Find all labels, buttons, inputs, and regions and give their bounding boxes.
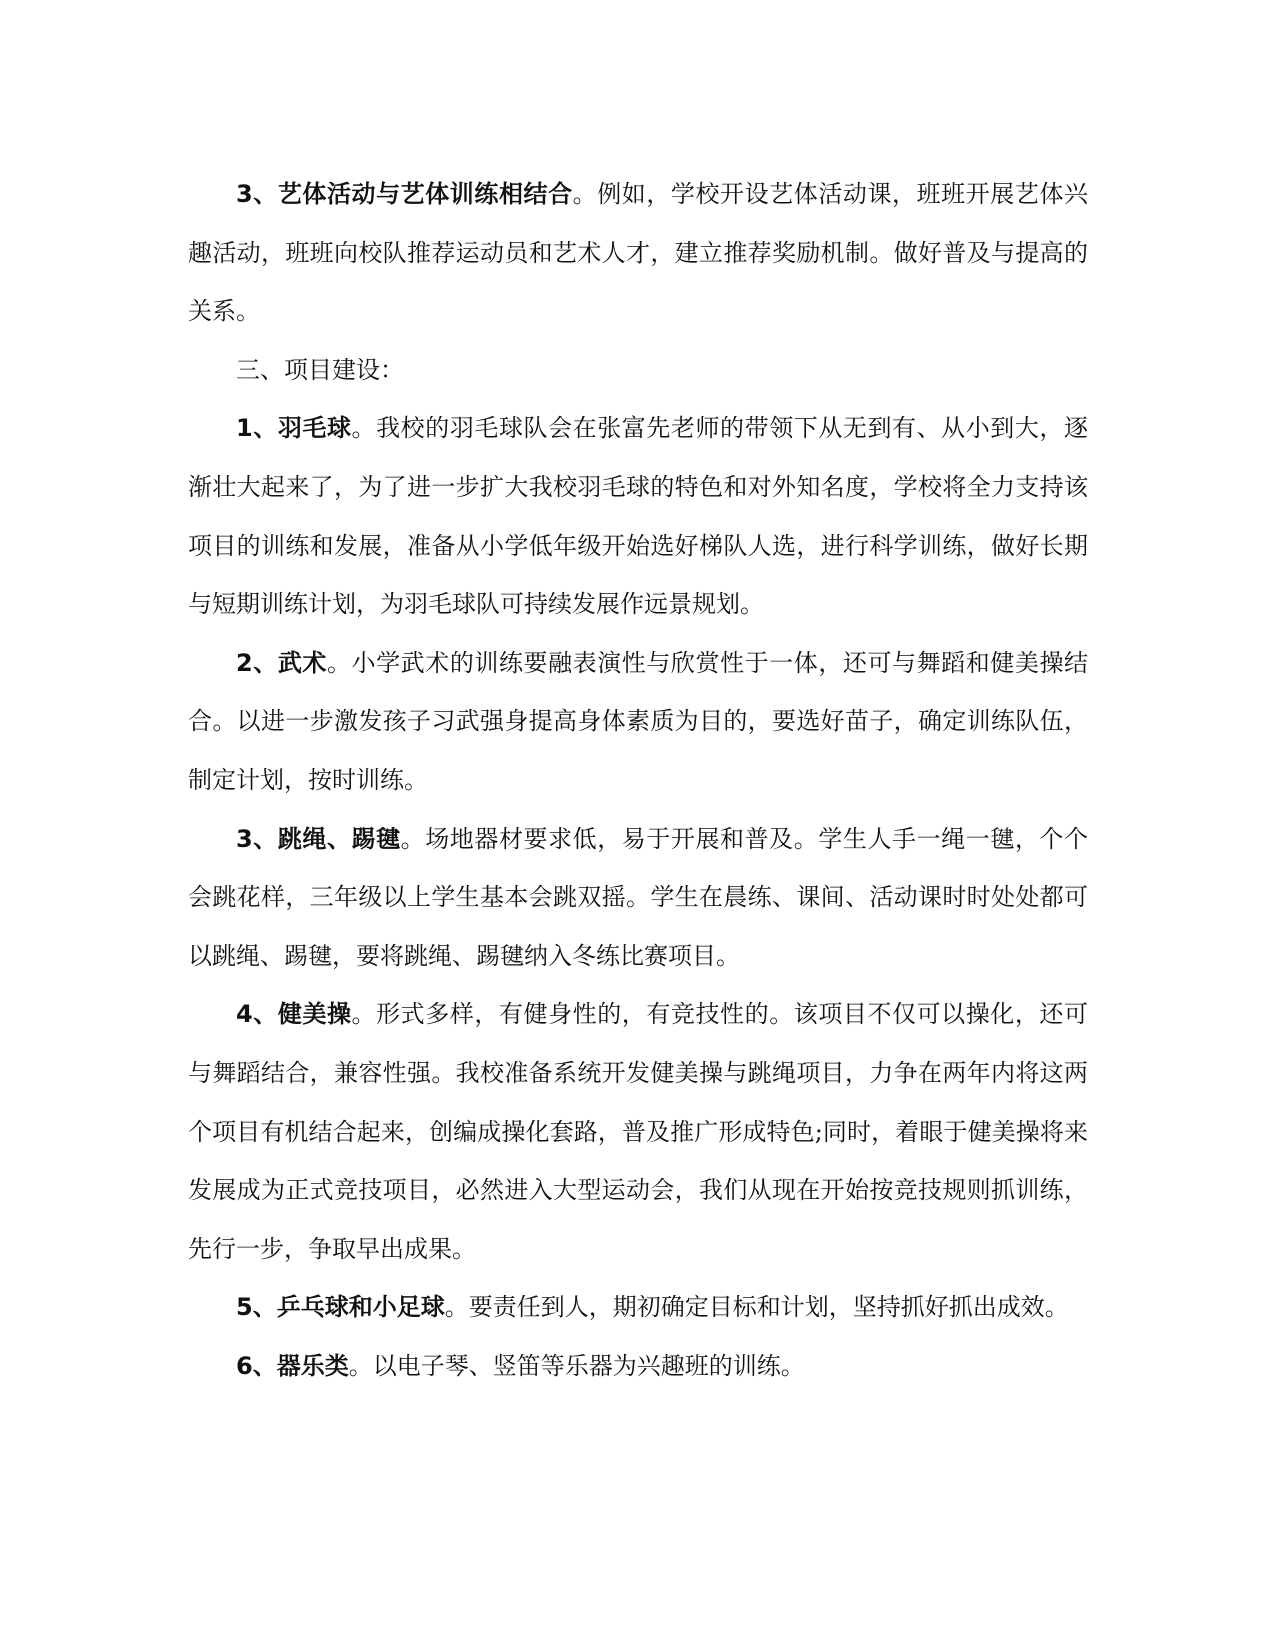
paragraph-text: 。场地器材要求低，易于开展和普及。学生人手一绳一毽，个个会跳花样，三年级以上学生基本会跳双摇。学生在晨练、课间、活动课时时处处都可以跳绳、踢毽，要将跳绳、踢毽纳入冬练比赛项目。 (188, 824, 1088, 970)
paragraph-heading: 5、乒乓球和小足球 (236, 1293, 445, 1322)
paragraph-instruments (188, 1337, 1088, 1396)
paragraph-rope-shuttlecock (188, 810, 1088, 986)
paragraph-heading: 2、武术 (236, 648, 327, 677)
paragraph-text: 。例如，学校开设艺体活动课，班班开展艺体兴趣活动，班班向校队推荐运动员和艺术人才，建立推荐奖励机制。做好普及与提高的关系。 (188, 180, 1089, 326)
paragraph-heading: 1、羽毛球 (236, 414, 352, 443)
paragraph-heading: 3、跳绳、踢毽 (236, 824, 401, 853)
paragraph-text: 。形式多样，有健身性的，有竞技性的。该项目不仅可以操化，还可与舞蹈结合，兼容性强。我校准备系统开发健美操与跳绳项目，力争在两年内将这两个项目有机结合起来，创编成操化套路，普及推广形成特色;同时，着眼于健美操将来发展成为正式竞技项目，必然进入大型运动会，我们从现在开始按竞技规则抓训练，先行一步，争取早出成果。 (188, 1000, 1089, 1263)
paragraph-heading: 6、器乐类 (236, 1351, 349, 1380)
paragraph-text: 。我校的羽毛球队会在张富先老师的带领下从无到有、从小到大，逐渐壮大起来了，为了进一步扩大我校羽毛球的特色和对外知名度，学校将全力支持该项目的训练和发展，准备从小学低年级开始选好梯队人选，进行科学训练，做好长期与短期训练计划，为羽毛球队可持续发展作远景规划。 (188, 414, 1089, 619)
paragraph-text: 。小学武术的训练要融表演性与欣赏性于一体，还可与舞蹈和健美操结合。以进一步激发孩子习武强身提高身体素质为目的，要选好苗子，确定训练队伍，制定计划，按时训练。 (188, 648, 1089, 794)
document-body (188, 165, 1088, 1395)
paragraph-heading: 4、健美操 (236, 1000, 352, 1029)
section-heading-text: 三、项目建设： (236, 355, 404, 384)
paragraph-badminton (188, 399, 1088, 633)
paragraph-martial-arts (188, 634, 1088, 810)
section-heading-project-construction (188, 341, 1088, 400)
paragraph-heading: 3、艺体活动与艺体训练相结合 (236, 180, 573, 208)
paragraph-table-tennis-football (188, 1278, 1088, 1337)
paragraph-arts-activities (188, 165, 1088, 341)
paragraph-text: 。以电子琴、竖笛等乐器为兴趣班的训练。 (348, 1351, 805, 1380)
paragraph-text: 。要责任到人，期初确定目标和计划，坚持抓好抓出成效。 (444, 1293, 1069, 1322)
paragraph-aerobics (188, 985, 1088, 1278)
